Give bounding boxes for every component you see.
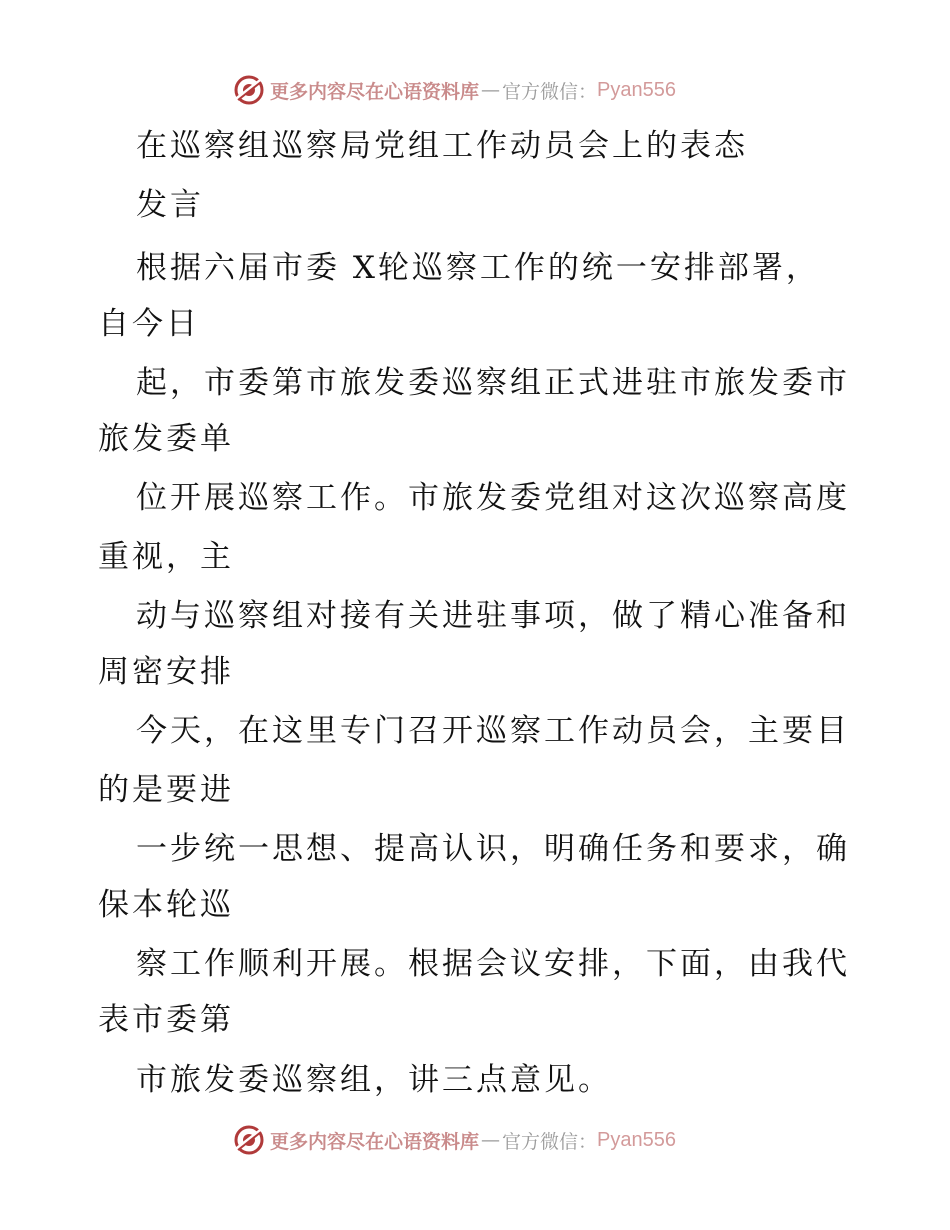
paragraph-line: 动与巡察组对接有关进驻事项，做了精心准备和: [136, 598, 850, 634]
header-brand-text: 更多内容尽在心语资料库: [270, 80, 480, 103]
header-wechat-label: 官方微信：: [502, 80, 598, 103]
paragraph-line: 保本轮巡: [98, 887, 234, 923]
paragraph-line: 表市委第: [98, 1002, 234, 1038]
footer-separator: —: [481, 1129, 501, 1151]
footer-banner: [232, 1122, 676, 1158]
paragraph-line: 今天，在这里专门召开巡察工作动员会，主要目: [136, 713, 850, 749]
footer-wechat-id: Pyan556: [597, 1128, 676, 1151]
paragraph-line: 旅发委单: [98, 421, 234, 457]
brand-logo-icon: [232, 1123, 266, 1157]
paragraph-line: 根据六届市委 X轮巡察工作的统一安排部署，: [136, 250, 820, 286]
document-title-line-1: 在巡察组巡察局党组工作动员会上的表态: [136, 128, 748, 164]
paragraph-line: 位开展巡察工作。市旅发委党组对这次巡察高度: [136, 480, 850, 516]
paragraph-line: 周密安排: [98, 654, 234, 690]
header-wechat-id: Pyan556: [597, 78, 676, 101]
footer-wechat-label: 官方微信：: [502, 1130, 598, 1153]
brand-logo-icon: [232, 73, 266, 107]
paragraph-line: 一步统一思想、提高认识，明确任务和要求，确: [136, 831, 850, 867]
paragraph-line: 市旅发委巡察组，讲三点意见。: [136, 1062, 612, 1098]
document-title-line-2: 发言: [136, 187, 204, 223]
paragraph-line: 的是要进: [98, 772, 234, 808]
paragraph-line: 察工作顺利开展。根据会议安排，下面，由我代: [136, 946, 850, 982]
header-separator: —: [481, 79, 501, 101]
paragraph-line: 自今日: [98, 306, 200, 342]
paragraph-line: 重视，主: [98, 539, 234, 575]
footer-brand-text: 更多内容尽在心语资料库: [270, 1130, 480, 1153]
paragraph-line: 起，市委第市旅发委巡察组正式进驻市旅发委市: [136, 365, 850, 401]
header-banner: [232, 72, 676, 108]
